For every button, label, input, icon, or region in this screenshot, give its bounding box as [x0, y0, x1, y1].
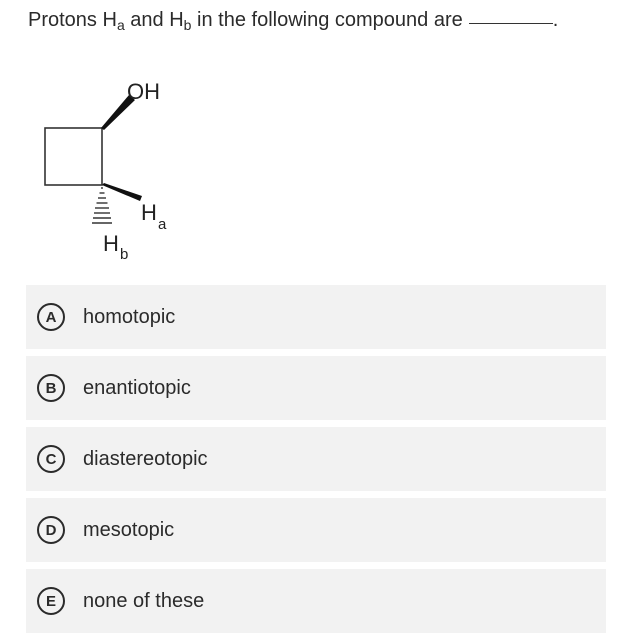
- choice-label: diastereotopic: [83, 447, 208, 470]
- answer-blank: [469, 23, 553, 24]
- hb-label: H: [103, 231, 119, 256]
- question-mid: and H: [124, 9, 184, 31]
- molecule-structure: [0, 60, 260, 270]
- choice-label: enantiotopic: [83, 376, 191, 399]
- question-sub-b: b: [183, 17, 192, 33]
- choice-label: homotopic: [83, 305, 176, 328]
- choice-letter-badge: B: [37, 374, 65, 402]
- choice-letter-badge: E: [37, 587, 65, 615]
- ha-wedge-bond: [102, 183, 142, 201]
- question-suffix: in the following compound are: [191, 9, 463, 31]
- question-prefix: Protons H: [28, 9, 117, 31]
- question-period: .: [552, 9, 559, 31]
- choice-a[interactable]: [26, 285, 606, 349]
- question-text: [28, 6, 558, 34]
- hb-subscript: b: [120, 246, 129, 263]
- choice-e[interactable]: [26, 569, 606, 633]
- choice-letter-badge: A: [37, 303, 65, 331]
- answer-choices: [26, 285, 606, 640]
- choice-letter-badge: D: [37, 516, 65, 544]
- cyclobutane-ring: [45, 128, 102, 185]
- ha-subscript: a: [158, 216, 167, 233]
- choice-label: mesotopic: [83, 518, 175, 541]
- ha-label: H: [141, 200, 157, 225]
- choice-label: none of these: [83, 589, 205, 612]
- hb-hashed-bond: [92, 188, 112, 223]
- oh-label: OH: [127, 79, 160, 104]
- choice-c[interactable]: [26, 427, 606, 491]
- choice-letter-badge: C: [37, 445, 65, 473]
- question-sub-a: a: [116, 17, 125, 33]
- choice-b[interactable]: [26, 356, 606, 420]
- choice-d[interactable]: [26, 498, 606, 562]
